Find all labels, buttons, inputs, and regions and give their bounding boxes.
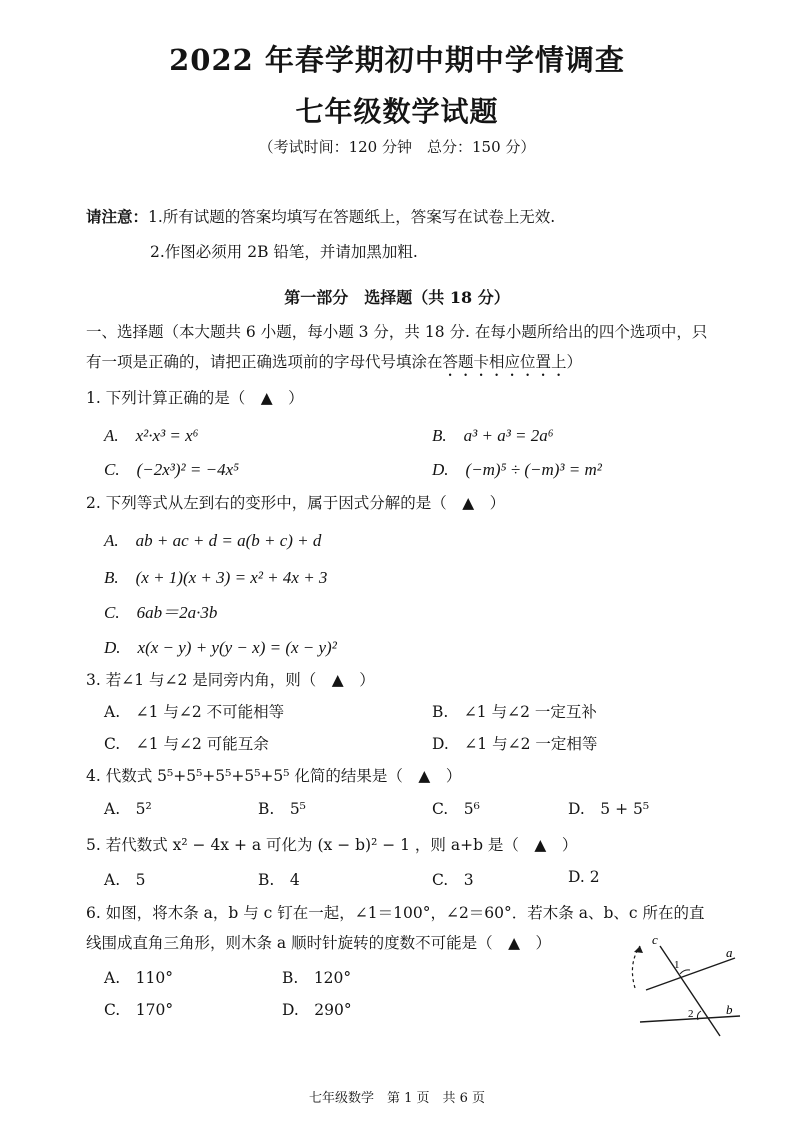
label-c: c (652, 932, 658, 947)
notice-item-1: 1.所有试题的答案均填写在答题纸上，答案写在试卷上无效. (148, 208, 556, 226)
q3-option-d: D. ∠1 与∠2 一定相等 (432, 735, 598, 753)
exam-info: （考试时间：120 分钟 总分：150 分） (258, 138, 536, 156)
q6-option-d: D. 290° (282, 1001, 352, 1019)
stick-a (646, 958, 735, 990)
q3-option-b: B. ∠1 与∠2 一定互补 (432, 703, 597, 721)
q6-option-a: A. 110° (104, 969, 173, 987)
question-6-stem-2: 线围成直角三角形，则木条 a 顺时针旋转的度数不可能是（ ▲ ） (86, 934, 552, 952)
q6-option-b: B. 120° (282, 969, 352, 987)
wood-sticks-figure (610, 928, 760, 1038)
angle-1-arc (680, 970, 690, 974)
paper-title: 七年级数学试题 (295, 95, 499, 128)
q5-option-a: A. 5 (104, 871, 146, 889)
q4-option-a: A. 5² (104, 800, 152, 818)
q2-option-c: C. 6ab＝2a·3b (104, 603, 218, 622)
label-b: b (726, 1002, 733, 1017)
q3-option-c: C. ∠1 与∠2 可能互余 (104, 735, 269, 753)
q1-option-c: C. (−2x³)² = −4x⁵ (104, 460, 240, 479)
q2-option-d: D. x(x − y) + y(y − x) = (x − y)² (104, 638, 337, 657)
question-6-stem-1: 6. 如图，将木条 a，b 与 c 钉在一起，∠1＝100°，∠2＝60°．若木条 a、b、c 所在的直 (86, 904, 705, 922)
page-footer: 七年级数学 第 1 页 共 6 页 (308, 1091, 486, 1106)
section-instruction-2 (86, 350, 582, 380)
notice-item-2: 2.作图必须用 2B 铅笔，并请加黑加粗. (150, 243, 418, 261)
instruction-text: 有一项是正确的，请把正确选项前的字母代号填涂在 (86, 353, 443, 371)
q4-option-c: C. 5⁶ (432, 800, 480, 818)
q5-option-c: C. 3 (432, 871, 474, 889)
question-1-stem: 1. 下列计算正确的是（ ▲ ） (86, 389, 304, 407)
notice-label: 请注意： (86, 207, 149, 226)
stick-c (660, 946, 720, 1036)
section-instruction-1: 一、选择题（本大题共 6 小题，每小题 3 分，共 18 分. 在每小题所给出的四个选项中，只 (86, 323, 708, 341)
notice (86, 205, 555, 227)
label-angle-1: 1 (674, 959, 680, 971)
question-4-stem: 4. 代数式 5⁵+5⁵+5⁵+5⁵+5⁵ 化简的结果是（ ▲ ） (86, 767, 462, 785)
exam-title: 2022 年春学期初中期中学情调查 (169, 43, 625, 77)
question-2-stem: 2. 下列等式从左到右的变形中，属于因式分解的是（ ▲ ） (86, 494, 506, 512)
q1-option-d: D. (−m)⁵ ÷ (−m)³ = m² (432, 460, 602, 479)
q4-option-b: B. 5⁵ (258, 800, 306, 818)
q2-option-b: B. (x + 1)(x + 3) = x² + 4x + 3 (104, 568, 328, 587)
q4-option-d: D. 5 + 5⁵ (568, 800, 650, 818)
q6-option-c: C. 170° (104, 1001, 174, 1019)
q5-option-d: D. 2 (568, 868, 600, 886)
q2-option-a: A. ab + ac + d = a(b + c) + d (104, 531, 322, 550)
q1-option-b: B. a³ + a³ = 2a⁶ (432, 426, 554, 445)
label-angle-2: 2 (688, 1008, 694, 1020)
instruction-end: ） (566, 353, 583, 371)
rotation-arrow-head (634, 946, 643, 953)
part1-heading: 第一部分 选择题（共 18 分） (284, 288, 510, 307)
question-3-stem: 3. 若∠1 与∠2 是同旁内角，则（ ▲ ） (86, 671, 375, 689)
question-5-stem: 5. 若代数式 x² − 4x + a 可化为 (x − b)² − 1 ，则 a+b 是（ ▲ ） (86, 836, 578, 854)
q5-option-b: B. 4 (258, 871, 300, 889)
emphasized-text: 答题卡相应位置上 (442, 353, 567, 371)
q3-option-a: A. ∠1 与∠2 不可能相等 (104, 703, 285, 721)
label-a: a (726, 945, 733, 960)
q1-option-a: A. x²·x³ = x⁶ (104, 426, 199, 445)
